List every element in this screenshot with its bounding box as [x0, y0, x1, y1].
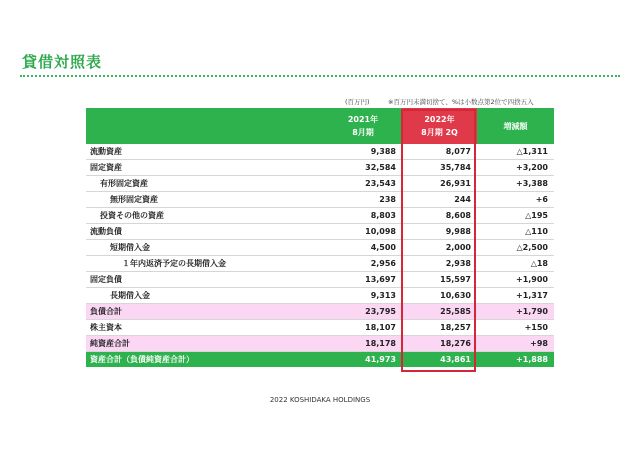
value-2022: 2,938	[402, 256, 477, 272]
value-2022: 25,585	[402, 304, 477, 320]
row-label: 流動負債	[86, 224, 324, 240]
table-row	[86, 320, 554, 336]
value-diff: △110	[477, 224, 554, 240]
table-row	[86, 224, 554, 240]
table-row	[86, 336, 554, 352]
value-2022: 244	[402, 192, 477, 208]
row-label: 投資その他の資産	[86, 208, 324, 224]
table-row	[86, 304, 554, 320]
header-2022-year: 2022年	[424, 115, 455, 124]
row-label: 固定負債	[86, 272, 324, 288]
row-label: 負債合計	[86, 304, 324, 320]
value-2021: 18,107	[324, 320, 402, 336]
table-row	[86, 240, 554, 256]
table-row	[86, 160, 554, 176]
value-2021: 13,697	[324, 272, 402, 288]
row-label: 純資産合計	[86, 336, 324, 352]
header-2022-period: 8月期 2Q	[421, 128, 458, 137]
value-2021: 18,178	[324, 336, 402, 352]
row-label: 長期借入金	[86, 288, 324, 304]
value-2022: 43,861	[402, 352, 477, 368]
balance-sheet-table	[86, 108, 554, 367]
value-2021: 23,795	[324, 304, 402, 320]
value-2021: 4,500	[324, 240, 402, 256]
row-label: 固定資産	[86, 160, 324, 176]
table-row	[86, 288, 554, 304]
row-label: 短期借入金	[86, 240, 324, 256]
table-row-total	[86, 352, 554, 368]
header-diff: 増減額	[477, 108, 554, 144]
table-row	[86, 176, 554, 192]
page-title: 貸借対照表	[22, 53, 103, 71]
header-item	[86, 108, 324, 144]
value-2021: 9,388	[324, 144, 402, 160]
value-2021: 8,803	[324, 208, 402, 224]
value-2022: 15,597	[402, 272, 477, 288]
value-2022: 18,276	[402, 336, 477, 352]
row-label: 有形固定資産	[86, 176, 324, 192]
table-header-row	[86, 108, 554, 144]
table-row	[86, 256, 554, 272]
header-2021-period: 8月期	[352, 128, 374, 137]
title-divider	[20, 75, 620, 77]
table-row	[86, 144, 554, 160]
value-2022: 2,000	[402, 240, 477, 256]
value-2022: 18,257	[402, 320, 477, 336]
row-label: １年内返済予定の長期借入金	[86, 256, 324, 272]
value-diff: +3,388	[477, 176, 554, 192]
value-2021: 238	[324, 192, 402, 208]
footer-copyright: 2022 KOSHIDAKA HOLDINGS	[269, 396, 371, 404]
value-diff: △195	[477, 208, 554, 224]
value-diff: +150	[477, 320, 554, 336]
table-row	[86, 192, 554, 208]
value-diff: +1,888	[477, 352, 554, 368]
row-label: 無形固定資産	[86, 192, 324, 208]
table-row	[86, 272, 554, 288]
value-diff: +6	[477, 192, 554, 208]
value-diff: +3,200	[477, 160, 554, 176]
value-2021: 32,584	[324, 160, 402, 176]
value-2021: 10,098	[324, 224, 402, 240]
value-diff: △18	[477, 256, 554, 272]
rounding-note: ※百万円未満切捨て、%は小数点第2位で四捨五入	[388, 98, 534, 106]
value-diff: +1,317	[477, 288, 554, 304]
value-2021: 41,973	[324, 352, 402, 368]
row-label: 株主資本	[86, 320, 324, 336]
row-label: 流動資産	[86, 144, 324, 160]
value-2022: 9,988	[402, 224, 477, 240]
value-2022: 10,630	[402, 288, 477, 304]
value-diff: +98	[477, 336, 554, 352]
header-2021	[324, 108, 402, 144]
value-diff: +1,900	[477, 272, 554, 288]
header-2021-year: 2021年	[347, 115, 379, 124]
value-2021: 9,313	[324, 288, 402, 304]
value-2022: 8,077	[402, 144, 477, 160]
row-label: 資産合計（負債純資産合計）	[86, 352, 324, 368]
table-row	[86, 208, 554, 224]
unit-label: (百万円)	[345, 98, 370, 106]
value-diff: △2,500	[477, 240, 554, 256]
value-2022: 35,784	[402, 160, 477, 176]
value-diff: △1,311	[477, 144, 554, 160]
value-diff: +1,790	[477, 304, 554, 320]
value-2021: 2,956	[324, 256, 402, 272]
header-2022	[402, 108, 477, 144]
value-2022: 8,608	[402, 208, 477, 224]
value-2021: 23,543	[324, 176, 402, 192]
value-2022: 26,931	[402, 176, 477, 192]
